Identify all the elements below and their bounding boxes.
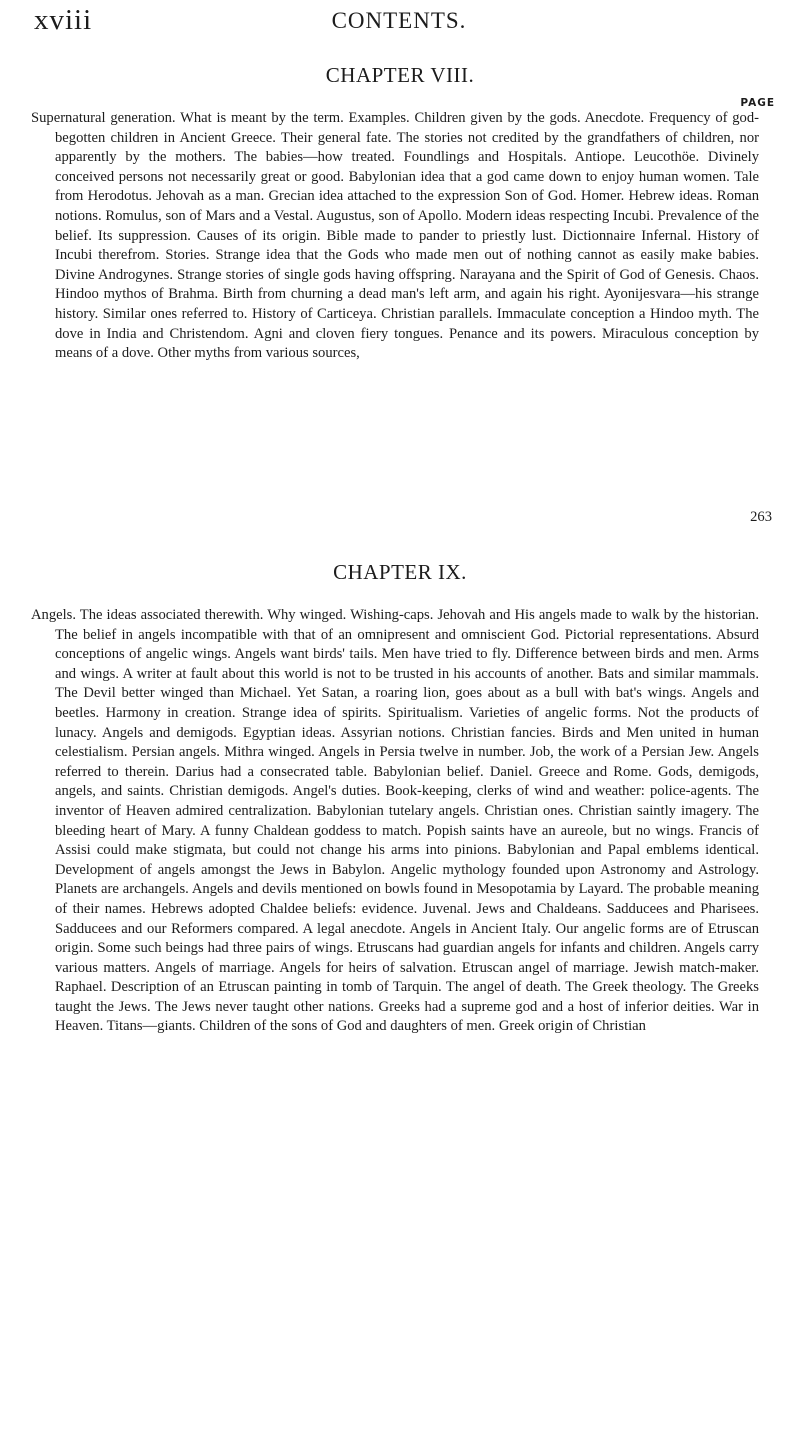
running-head: [34, 4, 764, 44]
page-folio: xviii: [34, 4, 93, 36]
chapter-9-heading: CHAPTER IX.: [333, 560, 467, 584]
page-column-label: PAGE: [740, 97, 775, 109]
chapter-8-page-number: 263: [750, 509, 772, 525]
running-title: CONTENTS.: [331, 8, 467, 33]
chapter-8-summary: Supernatural generation. What is meant by the term. Examples. Children given by the gods. Anecdote. Frequency of god-begotten children in Ancient Greece. Their general fate. The stories not credited by the grandfathers of children, nor apparently by the mothers. The babies—how treated. Foundlings and Hospitals. Antiope. Leucothöe. Divinely conceived persons not necessarily great or good. Babylonian idea that a god came down to enjoy human women. Tale from Herodotus. Jehovah as a man. Grecian idea attached to the expression Son of God. Homer. Hebrew ideas. Roman notions. Romulus, son of Mars and a Vestal. Augustus, son of Apollo. Modern ideas respecting Incubi. Prevalence of the belief. Its suppression. Causes of its origin. Bible made to pander to priestly lust. Dictionnaire Infernal. History of Incubi therefrom. Stories. Strange idea that the Gods who made men out of nothing cannot as easily make babies. Divine Androgynes. Strange stories of single gods having offspring. Narayana and the Spirit of God of Genesis. Chaos. Hindoo mythos of Brahma. Birth from churning a dead man's left arm, and again his right. Ayonijesvara—his strange history. Similar ones referred to. History of Carticeya. Christian parallels. Immaculate conception a Hindoo myth. The dove in India and Christendom. Agni and cloven fiery tongues. Penance and its powers. Miraculous conception by means of a dove. Other myths from various sources,: [31, 110, 759, 362]
chapter-8-heading: CHAPTER VIII.: [325, 63, 475, 87]
chapter-9-summary: Angels. The ideas associated therewith. Why winged. Wishing-caps. Jehovah and His angels made to walk by the historian. The belief in angels incompatible with that of an omnipresent and omniscient God. Pictorial representations. Absurd conceptions of angelic wings. Angels want birds' tails. Men have tried to fly. Difference between birds and men. Arms and wings. A writer at fault about this world is not to be trusted in his accounts of another. Bats and similar mammals. The Devil better winged than Michael. Yet Satan, a roaring lion, goes about as a bull with bat's wings. Angels and beetles. Harmony in creation. Strange idea of spirits. Spiritualism. Varieties of angelic forms. Not the products of lunacy. Angels and demigods. Egyptian ideas. Assyrian notions. Christian fancies. Birds and Men united in human celestialism. Persian angels. Mithra winged. Angels in Persia twelve in number. Job, the work of a Persian Jew. Angels referred to therein. Darius had a consecrated table. Babylonian belief. Daniel. Greece and Rome. Gods, demigods, angels, and saints. Christian demigods. Angel's duties. Book-keeping, clerks of wind and weather: police-agents. The inventor of Heaven admired centralization. Babylonian tutelary angels. Christian ones. Christian saintly imagery. The bleeding heart of Mary. A funny Chaldean goddess to match. Popish saints have an aureole, but no wings. Francis of Assisi could make stigmata, but could not change his arms into pinions. Babylonian and Papal emblems identical. Development of angels amongst the Jews in Babylon. Angelic mythology founded upon Astronomy and Astrology. Planets are archangels. Angels and devils mentioned on bowls found in Mesopotamia by Layard. The probable meaning of their names. Hebrews adopted Chaldee beliefs: evidence. Juvenal. Jews and Chaldeans. Sadducees and Pharisees. Sadducees and our Reformers compared. A legal anecdote. Angels in Ancient Italy. Our angelic forms are of Etruscan origin. Some such beings had three pairs of wings. Etruscans had guardian angels for infants and children. Angels carry various matters. Angels of marriage. Angels for heirs of salvation. Etruscan angel of marriage. Jewish match-maker. Raphael. Description of an Etruscan painting in tomb of Tarquin. The angel of death. The Greek theology. The Greeks taught the Jews. The Jews never taught other nations. Greeks had a supreme god and a host of inferior deities. War in Heaven. Titans—giants. Children of the sons of God and daughters of men. Greek origin of Christian: [31, 607, 759, 1035]
